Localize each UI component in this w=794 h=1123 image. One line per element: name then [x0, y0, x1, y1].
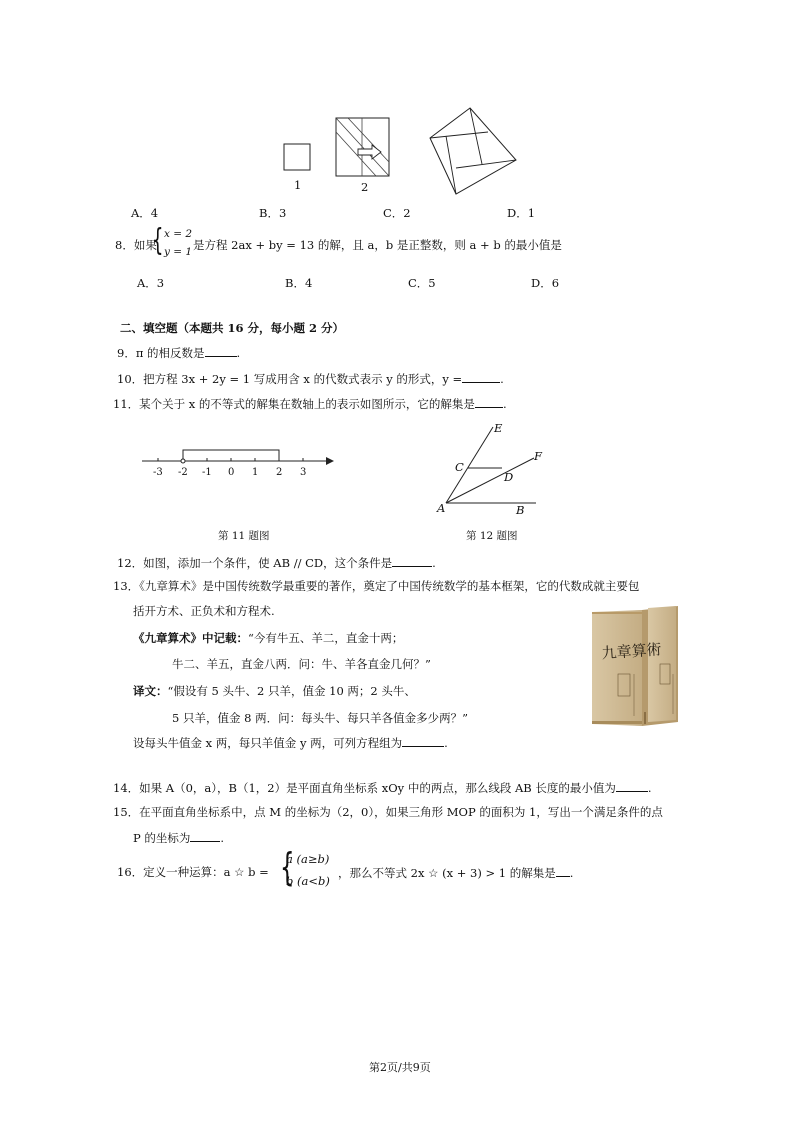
q10-end: .: [500, 372, 504, 386]
q11-tick-label: -2: [178, 467, 188, 478]
q13-book-calligraphy: 九章算術: [601, 642, 663, 663]
section-2-title: 二、填空题（本题共 16 分，每小题 2 分）: [120, 321, 345, 335]
q11-tick-label: -1: [202, 467, 212, 478]
q12-text: 12．如图，添加一个条件，使 AB // CD，这个条件是: [117, 556, 393, 570]
q16-case-1: a (a≥b): [286, 852, 330, 866]
q11-text: 11．某个关于 x 的不等式的解集在数轴上的表示如图所示，它的解集是: [113, 397, 475, 411]
q13-line-1: 13．《九章算术》是中国传统数学最重要的著作，奠定了中国传统数学的基本框架，它的代数成就主要包: [113, 579, 640, 593]
q16-prefix: 16．定义一种运算：a ☆ b =: [117, 865, 269, 879]
q10-answer-blank[interactable]: [462, 370, 500, 383]
q7-figures: [270, 100, 530, 195]
q16-question: [338, 864, 573, 881]
q13-line-2: 括开方术、正负术和方程术.: [133, 604, 275, 618]
q11-tick-label: 3: [300, 467, 307, 478]
q13-record-label: 《九章算术》中记载：: [133, 631, 248, 645]
q11-tick-label: 0: [228, 467, 235, 478]
q16-answer-blank[interactable]: [556, 864, 570, 877]
q13-translation-label: 译文：: [133, 684, 168, 698]
q9-question: [117, 344, 240, 361]
q12-point-b: B: [516, 503, 525, 517]
q9-text: 9．π 的相反数是: [117, 346, 205, 360]
q7-option-a[interactable]: A．4: [131, 206, 159, 220]
q15-answer-blank[interactable]: [190, 829, 220, 842]
q8-brace: {: [152, 223, 164, 258]
q16-text: ，那么不等式 2x ☆ (x + 3) > 1 的解集是: [338, 866, 556, 880]
q11-tick-label: 2: [276, 467, 283, 478]
q11-tick-label: 1: [252, 467, 259, 478]
q8-option-a[interactable]: A．3: [137, 276, 165, 290]
q16-end: .: [569, 866, 574, 880]
q14-end: .: [647, 781, 652, 795]
q13-record-text-2: 牛二、羊五，直金八两．问：牛、羊各直金几何？”: [172, 657, 431, 671]
q8-option-d[interactable]: D．6: [531, 276, 560, 290]
q7-figure-1-label: 1: [294, 178, 302, 192]
q13-end: .: [444, 736, 448, 750]
q12-point-c: C: [455, 460, 464, 474]
q11-answer-blank[interactable]: [475, 395, 503, 408]
q7-option-b[interactable]: B．3: [259, 206, 287, 220]
q11-tick-label: -3: [153, 467, 163, 478]
q7-option-c[interactable]: C．2: [383, 206, 411, 220]
q8-option-b[interactable]: B．4: [285, 276, 313, 290]
q8-system-line-1: x = 2: [164, 228, 193, 240]
q15-line-1: 15．在平面直角坐标系中，点 M 的坐标为（2，0），如果三角形 MOP 的面积为 1，写出一个满足条件的点: [113, 805, 663, 819]
q8-option-c[interactable]: C．5: [408, 276, 436, 290]
q13-question: [133, 734, 448, 751]
q7-figure-2-folded-square: [336, 118, 389, 176]
q16-case-2: b (a<b): [286, 874, 330, 888]
q11-number-line: [140, 440, 340, 485]
q11-question: [113, 395, 507, 412]
q9-answer-blank[interactable]: [205, 344, 237, 357]
q15-text: P 的坐标为: [133, 831, 191, 845]
q12-point-f: F: [534, 449, 542, 463]
q12-end: .: [432, 556, 436, 570]
q13-record: [133, 630, 403, 646]
q8-system-line-2: y = 1: [164, 246, 193, 258]
q10-question: [117, 370, 504, 387]
q13-answer-blank[interactable]: [402, 734, 444, 747]
page-number: 第2页/共9页: [369, 1061, 431, 1074]
q7-option-d[interactable]: D．1: [507, 206, 536, 220]
q12-question: [117, 554, 436, 571]
q9-end: .: [236, 346, 241, 360]
q10-text: 10．把方程 3x + 2y = 1 写成用含 x 的代数式表示 y 的形式，y =: [117, 372, 463, 386]
q14-answer-blank[interactable]: [616, 779, 648, 792]
q13-text: 设每头牛值金 x 两，每只羊值金 y 两，可列方程组为: [133, 736, 403, 750]
q8-prefix: 8．如果: [115, 238, 157, 252]
q13-record-text-1: “今有牛五、羊二，直金十两；: [248, 631, 404, 645]
q12-point-e: E: [494, 421, 503, 435]
q7-figure-1-square: [284, 144, 310, 170]
q13-book-image: [588, 604, 684, 730]
q13-translation-text-2: 5 只羊，值金 8 两．问：每头牛、每只羊各值金多少两？”: [172, 711, 468, 725]
q8-question-text: 是方程 2ax + by = 13 的解，且 a，b 是正整数，则 a + b 的最小值是: [193, 238, 562, 252]
q14-text: 14．如果 A（0，a），B（1，2）是平面直角坐标系 xOy 中的两点，那么线段 AB 长度的最小值为: [113, 781, 616, 795]
q12-answer-blank[interactable]: [392, 554, 432, 567]
q12-point-a: A: [437, 501, 446, 515]
q11-end: .: [502, 397, 507, 411]
q7-figure-2-label: 2: [361, 180, 369, 194]
q13-translation: [133, 683, 416, 699]
q13-translation-text-1: “假设有 5 头牛、2 只羊，值金 10 两；2 头牛、: [167, 684, 416, 698]
q16-brace: {: [280, 845, 295, 889]
q12-point-d: D: [504, 470, 514, 484]
q12-figure-caption: 第 12 题图: [466, 530, 518, 542]
q14-question: [113, 779, 652, 796]
q7-figure-3-pinwheel-square: [430, 108, 516, 194]
q15-question: [133, 829, 224, 846]
q11-figure-caption: 第 11 题图: [218, 530, 270, 542]
q15-end: .: [220, 831, 225, 845]
